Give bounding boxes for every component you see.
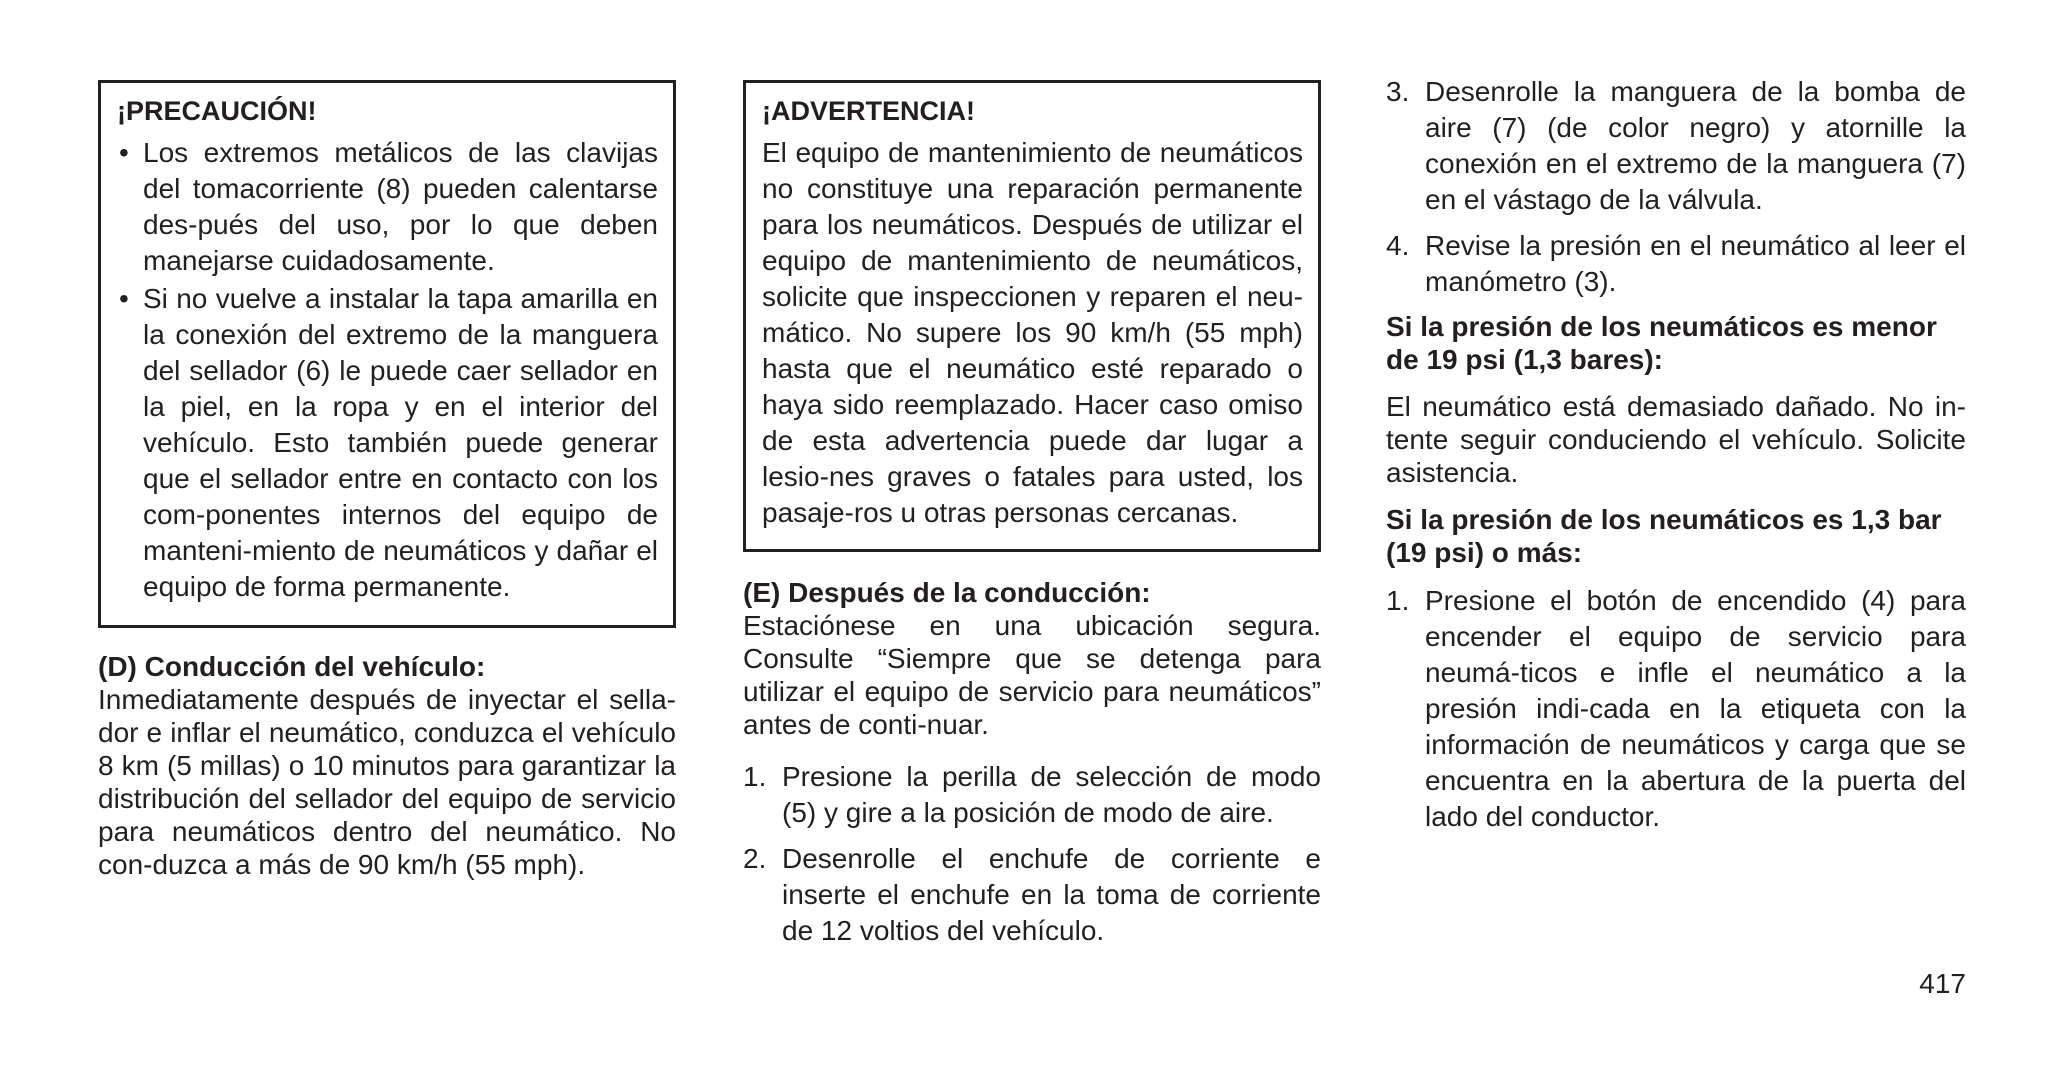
caution-item bbox=[117, 281, 658, 605]
low-pressure-text: El neumático está demasiado dañado. No in-tente seguir conduciendo el vehículo. Solicite asistencia. bbox=[1386, 391, 1966, 488]
step-number: 3. bbox=[1386, 76, 1410, 107]
warning-text: El equipo de mantenimiento de neumáticos no constituye una reparación permanente para los neumáticos. Después de utilizar el equipo de mantenimiento de neumáticos, solicite que inspeccionen y reparen el neu-mático. No supere los 90 km/h (55 mph) hasta que el neumático esté reparado o haya sido reemplazado. Hacer caso omiso de esta advertencia puede dar lugar a lesio-nes graves o fatales para usted, los pasaje-ros u otras personas cercanas. bbox=[762, 137, 1303, 528]
ok-pressure-title: Si la presión de los neumáticos es 1,3 bar (19 psi) o más: bbox=[1386, 504, 1942, 568]
ok-pressure-section bbox=[1386, 503, 1966, 835]
step-item bbox=[1386, 74, 1966, 218]
section-e-steps bbox=[743, 759, 1321, 949]
column-left bbox=[98, 80, 676, 881]
caution-item bbox=[117, 135, 658, 279]
caution-title: ¡PRECAUCIÓN! bbox=[117, 96, 317, 126]
section-d bbox=[98, 650, 676, 881]
step-text: Revise la presión en el neumático al leer el manómetro (3). bbox=[1425, 230, 1966, 297]
section-e-title: (E) Después de la conducción: bbox=[743, 577, 1151, 608]
step-number: 4. bbox=[1386, 230, 1410, 261]
caution-item-text: Los extremos metálicos de las clavijas del tomacorriente (8) pueden calentarse des-pués del uso, por lo que deben manejarse cuidadosamente. bbox=[143, 137, 658, 276]
step-number: 1. bbox=[743, 761, 767, 792]
warning-title: ¡ADVERTENCIA! bbox=[762, 96, 975, 126]
step-number: 2. bbox=[743, 843, 767, 874]
column-middle bbox=[743, 80, 1321, 959]
section-e bbox=[743, 576, 1321, 949]
column3-steps bbox=[1386, 74, 1966, 300]
section-d-text: Inmediatamente después de inyectar el sella-dor e inflar el neumático, conduzca el vehículo 8 km (5 millas) o 10 minutos para garantizar la distribución del sellador del equipo de servicio para neumáticos dentro del neumático. No con-duzca a más de 90 km/h (55 mph). bbox=[98, 684, 676, 880]
section-d-title: (D) Conducción del vehículo: bbox=[98, 651, 486, 682]
caution-list bbox=[117, 135, 658, 605]
step-item bbox=[743, 759, 1321, 831]
warning-box bbox=[743, 80, 1321, 552]
step-number: 1. bbox=[1386, 585, 1410, 616]
bullet-icon: • bbox=[119, 283, 129, 314]
ok-pressure-steps bbox=[1386, 583, 1966, 835]
section-e-text: Estaciónese en una ubicación segura. Consulte “Siempre que se detenga para utilizar el equipo de servicio para neumáticos” antes de conti-nuar. bbox=[743, 610, 1321, 740]
low-pressure-title: Si la presión de los neumáticos es menor de 19 psi (1,3 bares): bbox=[1386, 311, 1937, 375]
caution-item-text: Si no vuelve a instalar la tapa amarilla en la conexión del extremo de la manguera del sellador (6) le puede caer sellador en la piel, en la ropa y en el interior del vehículo. Esto también puede generar que el sellador entre en contacto con los com-ponentes internos del equipo de manteni-miento de neumáticos y dañar el equipo de forma permanente. bbox=[143, 283, 658, 602]
column-right bbox=[1386, 76, 1966, 845]
step-item bbox=[743, 841, 1321, 949]
step-text: Desenrolle la manguera de la bomba de aire (7) (de color negro) y atornille la conexión en el extremo de la manguera (7) en el vástago de la válvula. bbox=[1425, 76, 1966, 215]
low-pressure-section bbox=[1386, 310, 1966, 489]
step-text: Presione el botón de encendido (4) para encender el equipo de servicio para neumá-ticos e infle el neumático a la presión indi-cada en la etiqueta con la información de neumáticos y carga que se encuentra en la abertura de la puerta del lado del conductor. bbox=[1425, 585, 1966, 832]
step-item bbox=[1386, 583, 1966, 835]
step-item bbox=[1386, 228, 1966, 300]
page-number: 417 bbox=[1919, 968, 1966, 999]
caution-box bbox=[98, 80, 676, 628]
step-text: Desenrolle el enchufe de corriente e inserte el enchufe en la toma de corriente de 12 voltios del vehículo. bbox=[782, 843, 1321, 946]
step-text: Presione la perilla de selección de modo (5) y gire a la posición de modo de aire. bbox=[782, 761, 1321, 828]
bullet-icon: • bbox=[119, 137, 129, 168]
